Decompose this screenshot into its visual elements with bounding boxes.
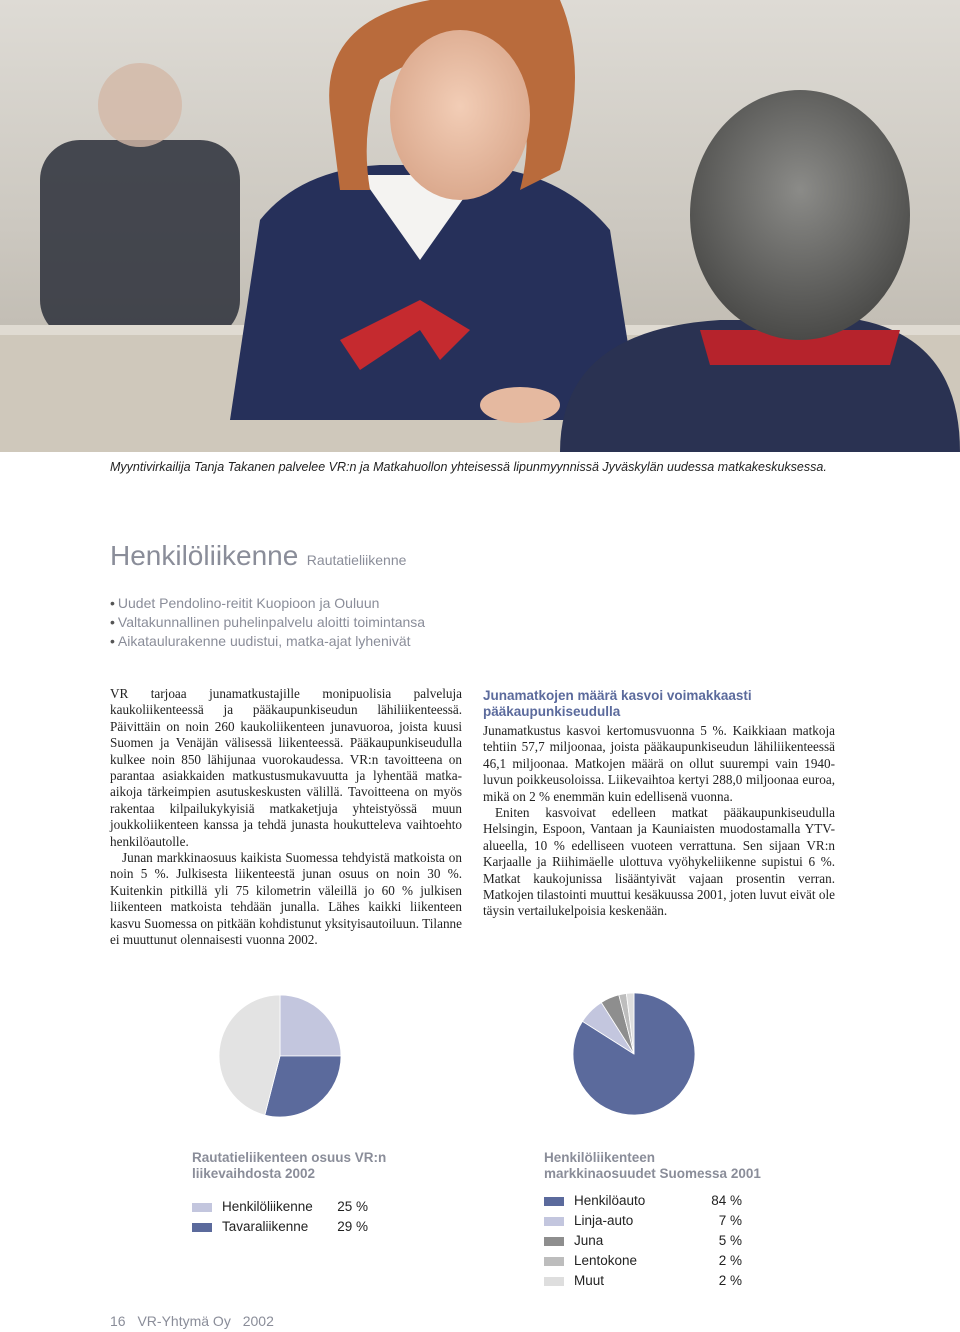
section-heading xyxy=(110,540,406,572)
subsection-heading: Junamatkojen määrä kasvoi voimakkaasti pääkaupunkiseudulla xyxy=(483,688,752,719)
legend-swatch xyxy=(544,1257,564,1266)
photo-caption: Myyntivirkailija Tanja Takanen palvelee VR:n ja Matkahuollon yhteisessä lipunmyynnissä Jyväskylän uudessa matkakeskuksessa. xyxy=(110,460,827,474)
body-paragraph: VR tarjoaa junamatkustajille monipuolisia palveluja kaukoliikenteessä ja pääkaupunkiseudun lähiliikenteessä. Päivittäin on noin 260 kaukoliikenteen junavuoroa, joista kuusi Suomen ja Venäjän välisessä liikenteessä. Pääkaupunkiseudulla kulkee noin 850 lähijunaa vuorokaudessa. VR:n tavoitteena on parantaa asiakkaiden matkustusmukavuutta ja lyhentää matka-aikoja tärkeimpien asutuskeskusten välillä. Tavoitteena on myös rakentaa kilpailukykyisiä matkaketjuja yhteistyössä muun joukkoliikenteen kanssa ja tehdä junasta houkutteleva vaihtoehto henkilöautolle. xyxy=(110,686,462,849)
legend-swatch xyxy=(544,1237,564,1246)
pie-slice-henkil-liikenne xyxy=(280,995,341,1056)
revenue-share-pie-chart xyxy=(218,994,342,1118)
legend-label: Muut xyxy=(574,1273,605,1288)
legend-value: 2 % xyxy=(718,1273,742,1288)
header-photo xyxy=(0,0,960,452)
legend-label: Linja-auto xyxy=(574,1213,634,1228)
legend-label: Henkilöliikenne xyxy=(222,1199,313,1214)
section-title: Henkilöliikenne xyxy=(110,540,299,571)
legend-swatch xyxy=(192,1203,212,1212)
chart-title-market-share: Henkilöliikenteen markkinaosuudet Suomessa 2001 xyxy=(544,1150,761,1181)
legend-swatch xyxy=(544,1277,564,1286)
page-footer xyxy=(110,1313,274,1329)
highlight-item: • Uudet Pendolino-reitit Kuopioon ja Ouluun xyxy=(110,594,425,613)
highlight-item: • Valtakunnallinen puhelinpalvelu aloitti toimintansa xyxy=(110,613,425,632)
legend-row xyxy=(544,1233,742,1253)
legend-value: 5 % xyxy=(718,1233,742,1248)
legend-value: 25 % xyxy=(337,1199,368,1214)
report-year: 2002 xyxy=(242,1313,274,1329)
legend-row xyxy=(544,1213,742,1233)
legend-swatch xyxy=(544,1197,564,1206)
page-number: 16 xyxy=(110,1313,126,1329)
legend-value: 29 % xyxy=(337,1219,368,1234)
legend-label: Tavaraliikenne xyxy=(222,1219,309,1234)
body-paragraph: Eniten kasvoivat edelleen matkat pääkaupunkiseudulla Helsingin, Espoon, Vantaan ja Kauniaisten muodostamalla YTV-alueella, 10 % edelliseen vuoteen verrattuna. Sen sijaan VR:n Karjaalle ja Riihimäelle ulottuva vyöhykeliikenne supistui 6 %. Matkat kaukojunissa lisääntyivät vajaan prosentin verran. Matkojen tilastointi muuttui kesäkuussa 2001, joten luvut eivät ole täysin vertailukelpoisia keskenään. xyxy=(483,805,835,919)
legend-row xyxy=(544,1273,742,1293)
legend-row xyxy=(192,1199,372,1219)
market-share-pie-chart xyxy=(572,992,696,1116)
legend-value: 7 % xyxy=(718,1213,742,1228)
legend-label: Juna xyxy=(574,1233,604,1248)
legend-value: 2 % xyxy=(718,1253,742,1268)
highlight-item: • Aikataulurakenne uudistui, matka-ajat lyhenivät xyxy=(110,632,425,651)
body-paragraph: Junan markkinaosuus kaikista Suomessa tehdyistä matkoista on noin 5 %. Julkisesta liikenteestä junan osuus on noin 30 %. Kuitenkin pitkillä yli 75 kilometrin väleillä jo 60 % julkisen liikenteen matkoista tehdään junalla. Lähes kaikki liikenteen kasvu Suomessa on pitkään kohdistunut yksityisautoiluun. Tilanne ei muuttunut olennaisesti vuonna 2002. xyxy=(110,850,462,948)
company-name: VR-Yhtymä Oy xyxy=(137,1313,231,1329)
legend-revenue-share xyxy=(192,1199,372,1239)
legend-label: Henkilöauto xyxy=(574,1193,646,1208)
legend-row xyxy=(192,1219,372,1239)
body-paragraph: Junamatkustus kasvoi kertomusvuonna 5 %. Kaikkiaan matkoja tehtiin 57,7 miljoonaa, joista pääkaupunkiseudun lähiliikenteessä 46,1 miljoonaa. Matkojen määrä on ollut suurempi vain 1940-luvun poikkeusoloissa. Liikevaihtoa kertyi 288,0 miljoonaa euroa, mikä on 2 % enemmän kuin edellisenä vuonna. xyxy=(483,723,835,804)
right-column xyxy=(483,688,835,920)
photo-image xyxy=(0,0,960,452)
legend-row xyxy=(544,1253,742,1273)
highlights-list xyxy=(110,594,425,651)
section-subtitle: Rautatieliikenne xyxy=(306,552,407,568)
legend-label: Lentokone xyxy=(574,1253,638,1268)
chart-title-revenue-share: Rautatieliikenteen osuus VR:n liikevaihdosta 2002 xyxy=(192,1150,387,1181)
left-column xyxy=(110,686,462,949)
legend-value: 84 % xyxy=(711,1193,742,1208)
legend-row xyxy=(544,1193,742,1213)
legend-market-share xyxy=(544,1193,742,1293)
legend-swatch xyxy=(544,1217,564,1226)
legend-swatch xyxy=(192,1223,212,1232)
